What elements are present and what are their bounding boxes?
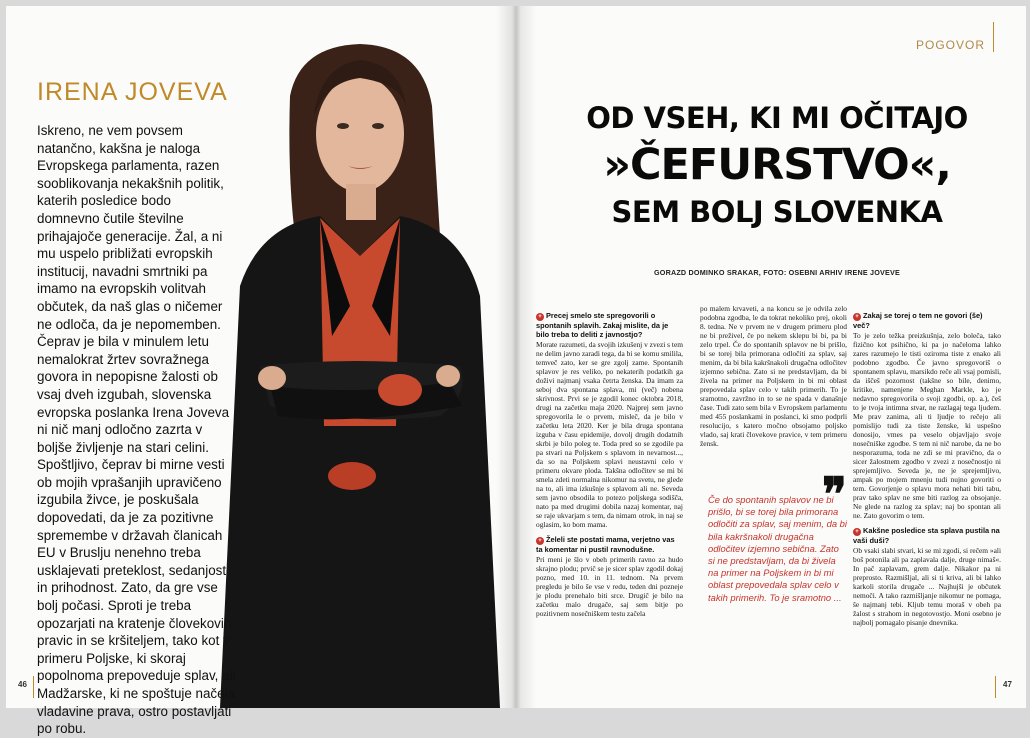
question-bullet-icon: +	[536, 537, 544, 545]
interviewee-name: IRENA JOVEVA	[37, 78, 228, 106]
page-gutter	[496, 6, 536, 708]
answer-2-continued: po malem krvaveti, a na koncu se je odvila zelo podobna zgodba, le da tokrat nekoliko prej, okoli 8. tedna. Ne v prvem ne v drugem primeru plod ne bi preživel, če po nekem sklepu bi bi, pa bi zelo trpel. Če do spontanih splavov ne bi prišlo, bi se torej bila primorana odločiti za splav, saj menim, da bi bila kakršnakoli drugačna odločitev izjemno sebična. Zato si ne predstavljam, da bi živela na primer na Poljskem in bi mi oblast prepovedala splav celo v takih primerih. To je sramotno, zavržno in to se ne spada v današnje čase. Tudi zato sem bila v Evropskem parlamentu med 455 poslankami in poslanci, ki smo podprli resolucijo, s katero močno obsojamo poljsko vlado, saj krati človekove pravice, v tem primeru žensk.	[700, 304, 847, 448]
question-1	[536, 311, 683, 339]
page-number-left: 46	[18, 680, 27, 689]
intro-paragraph: Iskreno, ne vem povsem natančno, kakšna je naloga Evropskega parlamenta, razen sooblikovanja nekakšnih politik, katerih posledice bodo domnevno čutile številne prihajajoče generacije. Žal, a ni mu uspelo približati evropskih institucij, navadni smrtniki pa imamo na evropskih volitvah občutek, da naš glas o ničemer ne odloča, da je nepomemben. Čeprav je bila v minulem letu nemalokrat žrtev sovražnega govora in nepopisne žalosti ob vsaj dveh izgubah, slovenska evropska poslanka Irena Joveva ni nič manj odločno zazrta v boljše življenje na stari celini. Spoštljivo, čeprav bi mirne vesti ob mojih vprašanjih upravičeno izgubila živce, je poskušala dopovedati, da je za pozitivne spremembe v državah članicah EU v Bruslju nenehno treba usklajevati preteklost, sedanjost in prihodnost. Zato, da gre vse bolj počasi. Sproti je treba opozarjati na kratenje človekovih pravic in se kršiteljem, tako kot v primeru Poljske, ki skoraj popolnoma prepoveduje splav, ali Madžarske, ki ne spoštuje načela vladavine prava, ostro postavljati po robu.	[37, 123, 236, 737]
section-label: POGOVOR	[916, 38, 986, 52]
headline-line-2: »ČEFURSTVO«,	[603, 140, 951, 190]
question-2	[536, 535, 683, 554]
portrait-photo	[200, 6, 500, 708]
question-bullet-icon: +	[536, 313, 544, 321]
page-number-left-rule	[33, 676, 34, 698]
article-column-2	[700, 304, 847, 454]
page-number-right: 47	[1003, 680, 1012, 689]
quote-mark-icon: ❞	[822, 467, 847, 521]
question-bullet-icon: +	[853, 313, 861, 321]
pull-quote	[700, 467, 848, 692]
question-bullet-icon: +	[853, 528, 861, 536]
answer-4: Ob vsaki slabi stvari, ki se mi zgodi, si rečem »ali boš potonila ali pa zaplavala dalje, druge nimaš«. In pač zaplavam, grem dalje. Nikakor pa ni preprosto. Razmišljal, ali si ti kriva, ali bi lahko karkoli storila drugače ... Najhujši je občutek nemoči. A tako razmišljanje nikomur ne pomaga, še najmanj tebi. Kljub temu moraš v obeh pa žalost s strahom in negotovostjo. Moni osebno je najbolj pomagalo pisanje dnevnika.	[853, 546, 1001, 627]
headline-line-3: SEM BOLJ SLOVENKA	[611, 195, 943, 229]
answer-3: To je zelo težka preizkušnja, zelo boleča, tako fizično kot psihično, ki pa jo načeloma lahko zares razumejo le tisti oziroma tiste z enako ali podobno zgodbo. Če javno spregovoriš o spontanem splavu, marsikdo reče ali vsaj pomisli, da iščeš pozornost (takšne so bile, denimo, kritike, namenjene Meghan Markle, ko je nedavno spregovorila o svoji zgodbi, op. a.), češ to je tvoja intimna stvar, ne razlagaj tega ljudem. Me prav zanima, ali ti ljudje to rečejo ali pomislijo tudi za tiste ženske, ki uspešno donosijo, vmes pa veselo objavljajo svoje nosečniške zgodbe. S tem ni nič narobe, da ne bo nesporazuma, toda ne zdi se mi pravično, da o sicer žalostnem zgodbo v zvezi z nosečnostjo ni sprejemljivo. Seveda je, ne je sprejemljivo, ampak po mojem mnenju tudi nujno govoriti o tem. Govorjenje o splavu mora nehati biti tabu, prav tako splav ne sme biti razlog za obsojanje. Ne glede na razlog za splav; naj bo spontan ali ne. Zato govorim o tem.	[853, 331, 1001, 520]
pull-quote-text: Če do spontanih splavov ne bi prišlo, bi se torej bila primorana odločiti za splav, saj menim, da bi bila kakršnakoli drugačna odločitev izjemno sebična. Zato si ne predstavljam, da bi živela na primer na Poljskem in bi mi oblast prepovedala splav celo v takih primerih. To je sramotno ...	[708, 494, 847, 603]
question-4	[853, 526, 1001, 545]
article-headline	[546, 98, 1008, 232]
headline-line-1: OD VSEH, KI MI OČITAJO	[586, 101, 968, 135]
answer-1: Morate razumeti, da svojih izkušenj v zvezi s tem ne delim javno zaradi tega, da bi se komu smilila, temveč zato, ker se gre zgolj zame. Spontanih splavov je res veliko, po nekaterih podatkih ga doživi najmanj vsaka četrta ženska. Da imam za seboj dva spontana splava, mi (več) nobena skrivnost. Prvi se je zgodil konec oktobra 2018, drugi na začetku maja 2020. Najprej sem javno spregovorila le o prvem, misleč, da je bilo v začetku leta 2020. Ker je bila druga spontana izguba v času epidemije, dovolj drugih dodatnih skrbi je bilo poleg te. Toda pred so se zgodile pa pa stvari na Poljskem s splavom in nevarnost..., da so na Poljskem splavi neustavni celo v primeru okvare ploda. Takšna odločitev se mi bi smela zdeti normalna nikomur na svetu, ne glede na to, ali ima izkušnje s splavom ali ne. Seveda sem javno obsodila to potezo poljskega sodišča, nato pa med drugimi dobila nazaj komentar, naj se raje ukvarjam s tem, da nimam otrok, in naj se oglasim, ko bom mama.	[536, 340, 683, 529]
page-number-right-rule	[995, 676, 996, 698]
article-column-3	[853, 311, 1001, 633]
byline: GORAZD DOMINKO SRAKAR, FOTO: OSEBNI ARHIV IRENE JOVEVE	[653, 268, 900, 277]
article-column-1	[536, 311, 683, 624]
question-3	[853, 311, 1001, 330]
section-label-rule	[993, 22, 994, 52]
question-4-text: Kakšne posledice sta splava pustila na vaši duši?	[853, 526, 1000, 545]
question-1-text: Precej smelo ste spregovorili o spontanih splavih. Zakaj mislite, da je bilo treba to deliti z javnostjo?	[536, 311, 669, 339]
question-3-text: Zakaj se torej o tem ne govori (še) več?	[853, 311, 983, 330]
answer-2: Pri meni je šlo v obeh primerih ravno za hudo skrajno plodu; prvič se je sicer splav zgodil dokaj pozno, med 10. in 11. tednom. Na prvem pregledu je bilo še vse v redu, teden dni pozneje je plodu prenehalo biti srce. Drugič je bilo na začetku malo drugače, saj sem bitje po pozitivnem nosečniškem testu začela	[536, 555, 683, 618]
question-2-text: Želeli ste postati mama, verjetno vas ta komentar ni pustil ravnodušne.	[536, 535, 675, 554]
